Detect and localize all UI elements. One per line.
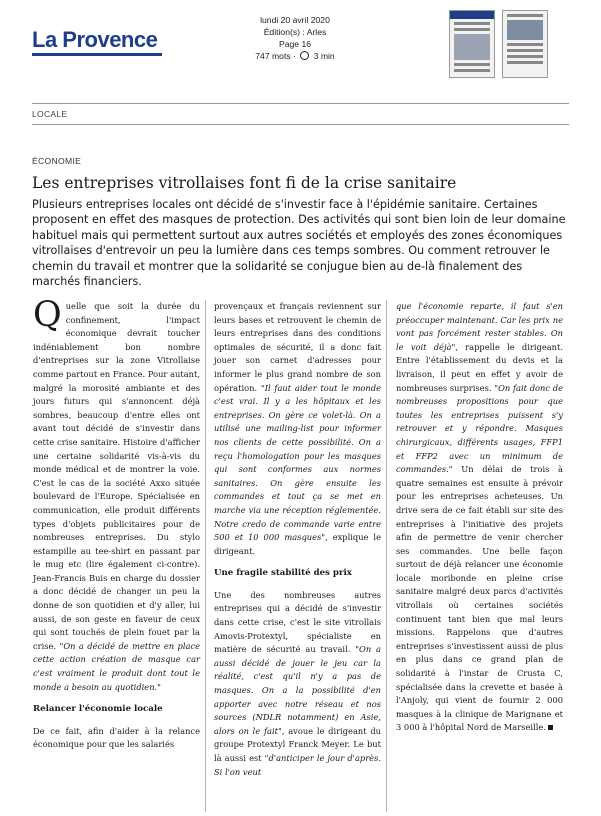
newspaper-logo[interactable]: La Provence [32, 27, 158, 52]
publication-date: lundi 20 avril 2020 [260, 15, 330, 25]
thumbnail-line [507, 14, 543, 17]
quote-text: "On a aussi décidé de jouer le jeu car la réalité, c'est qu'il n'y a pas de masques. On a la possibilité d'en apporter avec notre réseau et nos sources (NDLR notamment) en Asie, alors on le fait" [214, 644, 381, 736]
section-divider-bottom [32, 124, 569, 125]
drop-cap: Q [33, 295, 62, 335]
thumbnail-masthead [450, 11, 494, 19]
thumbnail-line [507, 49, 543, 52]
thumbnail-line [507, 43, 543, 46]
body-text: Un délai de trois à quatre semaines est ensuite à prévoir pour les entreprises acheteuses. Un drive sera de ce fait établi sur site des entreprises à l'initiative des projets afin de permettre de venir chercher ses commandes. Une belle façon surtout de déjà relancer une économie locale moribonde en pleine crise sanitaire malgré deux parcs d'activités vitrollais où certaines sociétés continuent tant bien que mal leurs missions. Rappelons que d'autres entreprises s'investissent aussi de plus en plus dans ce grand plan de solidarité à l'instar de Crusta C, spécialisée dans la crevette et basée à l'Anjoly, qui vient de fournir 2 000 masques à la clinique de Marignane et 3 000 à l'hôpital Nord de Marseille. [396, 464, 563, 733]
column-divider [386, 300, 387, 812]
article-title: Les entreprises vitrollaises font fi de la crise sanitaire [32, 174, 457, 192]
body-paragraph [33, 295, 200, 694]
thumbnail-line [454, 63, 490, 66]
article-rubric: ÉCONOMIE [32, 156, 82, 166]
quote-text: "d'anticiper le jour d'après. Si l'on veut [214, 753, 381, 777]
thumbnail-photo [454, 34, 490, 60]
article-lead: Plusieurs entreprises locales ont décidé de s'investir face à l'épidémie sanitaire. Certaines proposent en effet des masques de protection. Des activités qui sont bien loin de leur domaine habituel mais qui permettent surtout aux autres sociétés et employés des zones économiques vitrollaises d'entrevoir un peu la lumière dans ces temps sombres. Ou comment retrouver le chemin du travail et montrer que la solidarité se conjugue bien au de-là finalement des marchés financiers. [32, 198, 566, 289]
quote-text: que l'économie reparte, il faut s'en préoccuper maintenant. Car les prix ne vont pas forcément rester stables. On le voit déjà" [396, 301, 563, 352]
page-number: Page 16 [278, 39, 312, 49]
article-subheading: Une fragile stabilité des prix [214, 568, 352, 579]
thumbnail-line [454, 22, 490, 25]
quote-text: "Il faut aider tout le monde c'est vrai. Il y a les hôpitaux et les entreprises. On gère ce volet-là. On a utilisé une mailing-list pour informer nos clients de cette possibilité. On a reçu l'homologation pour les masques qui sont conformes aux normes sanitaires. On gère ensuite les commandes et tout ça se met en marche via une réception réglementée. Notre credo de commande varie entre 500 et 10 000 masques" [214, 382, 381, 543]
body-paragraph: De ce fait, afin d'aider à la relance économique pour que les salariés [33, 725, 200, 750]
body-paragraph [214, 300, 381, 558]
body-text: , avoue le dirigeant du groupe Protextyl Franck Meyer. Le but là aussi est [214, 725, 381, 763]
thumbnail-line [454, 69, 490, 72]
article-meta [230, 14, 360, 62]
meta-separator: · [293, 51, 296, 61]
thumbnail-line [454, 28, 490, 31]
body-text: uelle que soit la durée du confinement, l'impact économique devrait toucher indéniablement bon nombre d'entreprises sur la zone Vitrollaise comme partout en France. Pour autant, malgré la morosité ambiante et des jours futurs qui s'annoncent déjà sombres, beaucoup d'entre elles ont avant tout décidé de s'investir dans cette crise sanitaire. Histoire d'afficher une certaine solidarité vis-à-vis du monde médical et de montrer la voie. C'est le cas de la société Axxo située boulevard de l'Europe. Spécialisée en communication, elle produit différents types d'objets publicitaires pour de nombreuses entreprises. Du stylo estampille au tee-shirt en passant par le mug etc (lire également ci-contre). Jean-Francis Buis en charge du dossier a donc décidé de changer un peu la donne de son quotidien et d'y aller, lui aussi, de son geste en faveur de ceux qui sont touchés de plein fouet par la crise. [33, 301, 200, 651]
section-label: LOCALE [32, 109, 68, 119]
thumbnail-photo [507, 20, 543, 40]
body-paragraph [396, 300, 563, 735]
word-count: 747 mots [255, 51, 291, 61]
article-column-2 [214, 300, 381, 779]
article-subheading: Relancer l'économie locale [33, 704, 163, 715]
quote-text: "On a décidé de mettre en place cette action création de masque car c'est vraiment le produit dont tout le monde a besoin au quotidien." [33, 640, 200, 692]
body-text: provençaux et français reviennent sur leurs bases et retrouvent le chemin de leurs entreprises dans des conditions optimales de sécurité, il a donc fait jouer son carnet d'adresses pour informer le plus grand nombre de son opération. [214, 301, 381, 393]
body-paragraph [214, 589, 381, 779]
logo-underline [32, 53, 162, 56]
quote-text: "On fait donc de nombreuses propositions pour que toutes les entreprises puissent s'y retrouver et y répondre. Masques chirurgicaux, différents usages, FFP1 et FFP2 avec un minimum de commandes." [396, 382, 563, 475]
section-divider-top [32, 103, 569, 104]
page-thumbnail-front[interactable] [449, 10, 495, 78]
read-time: 3 min [313, 51, 335, 61]
body-text: , rappelle le dirigeant. Entre l'établissement du devis et la livraison, il peut en effet y avoir de nombreuses surprises. [396, 341, 563, 393]
body-text: Une des nombreuses autres entreprises qui a décidé de s'investir dans cette crise, c'est le site vitrollais Amovis-Protextyl, spécialiste en matière de sécurité au travail. [214, 589, 381, 655]
article-column-1 [33, 295, 200, 752]
thumbnail-line [507, 61, 543, 64]
page-thumbnail-article[interactable] [502, 10, 548, 78]
end-of-article-mark [548, 725, 553, 730]
word-count-row [230, 50, 360, 62]
body-text: , explique le dirigeant. [214, 532, 381, 556]
article-column-3 [396, 300, 563, 735]
clock-icon [300, 51, 309, 60]
column-divider [205, 300, 206, 812]
page-header [0, 0, 601, 100]
edition-label: Édition(s) : Arles [263, 27, 327, 37]
thumbnail-line [507, 55, 543, 58]
